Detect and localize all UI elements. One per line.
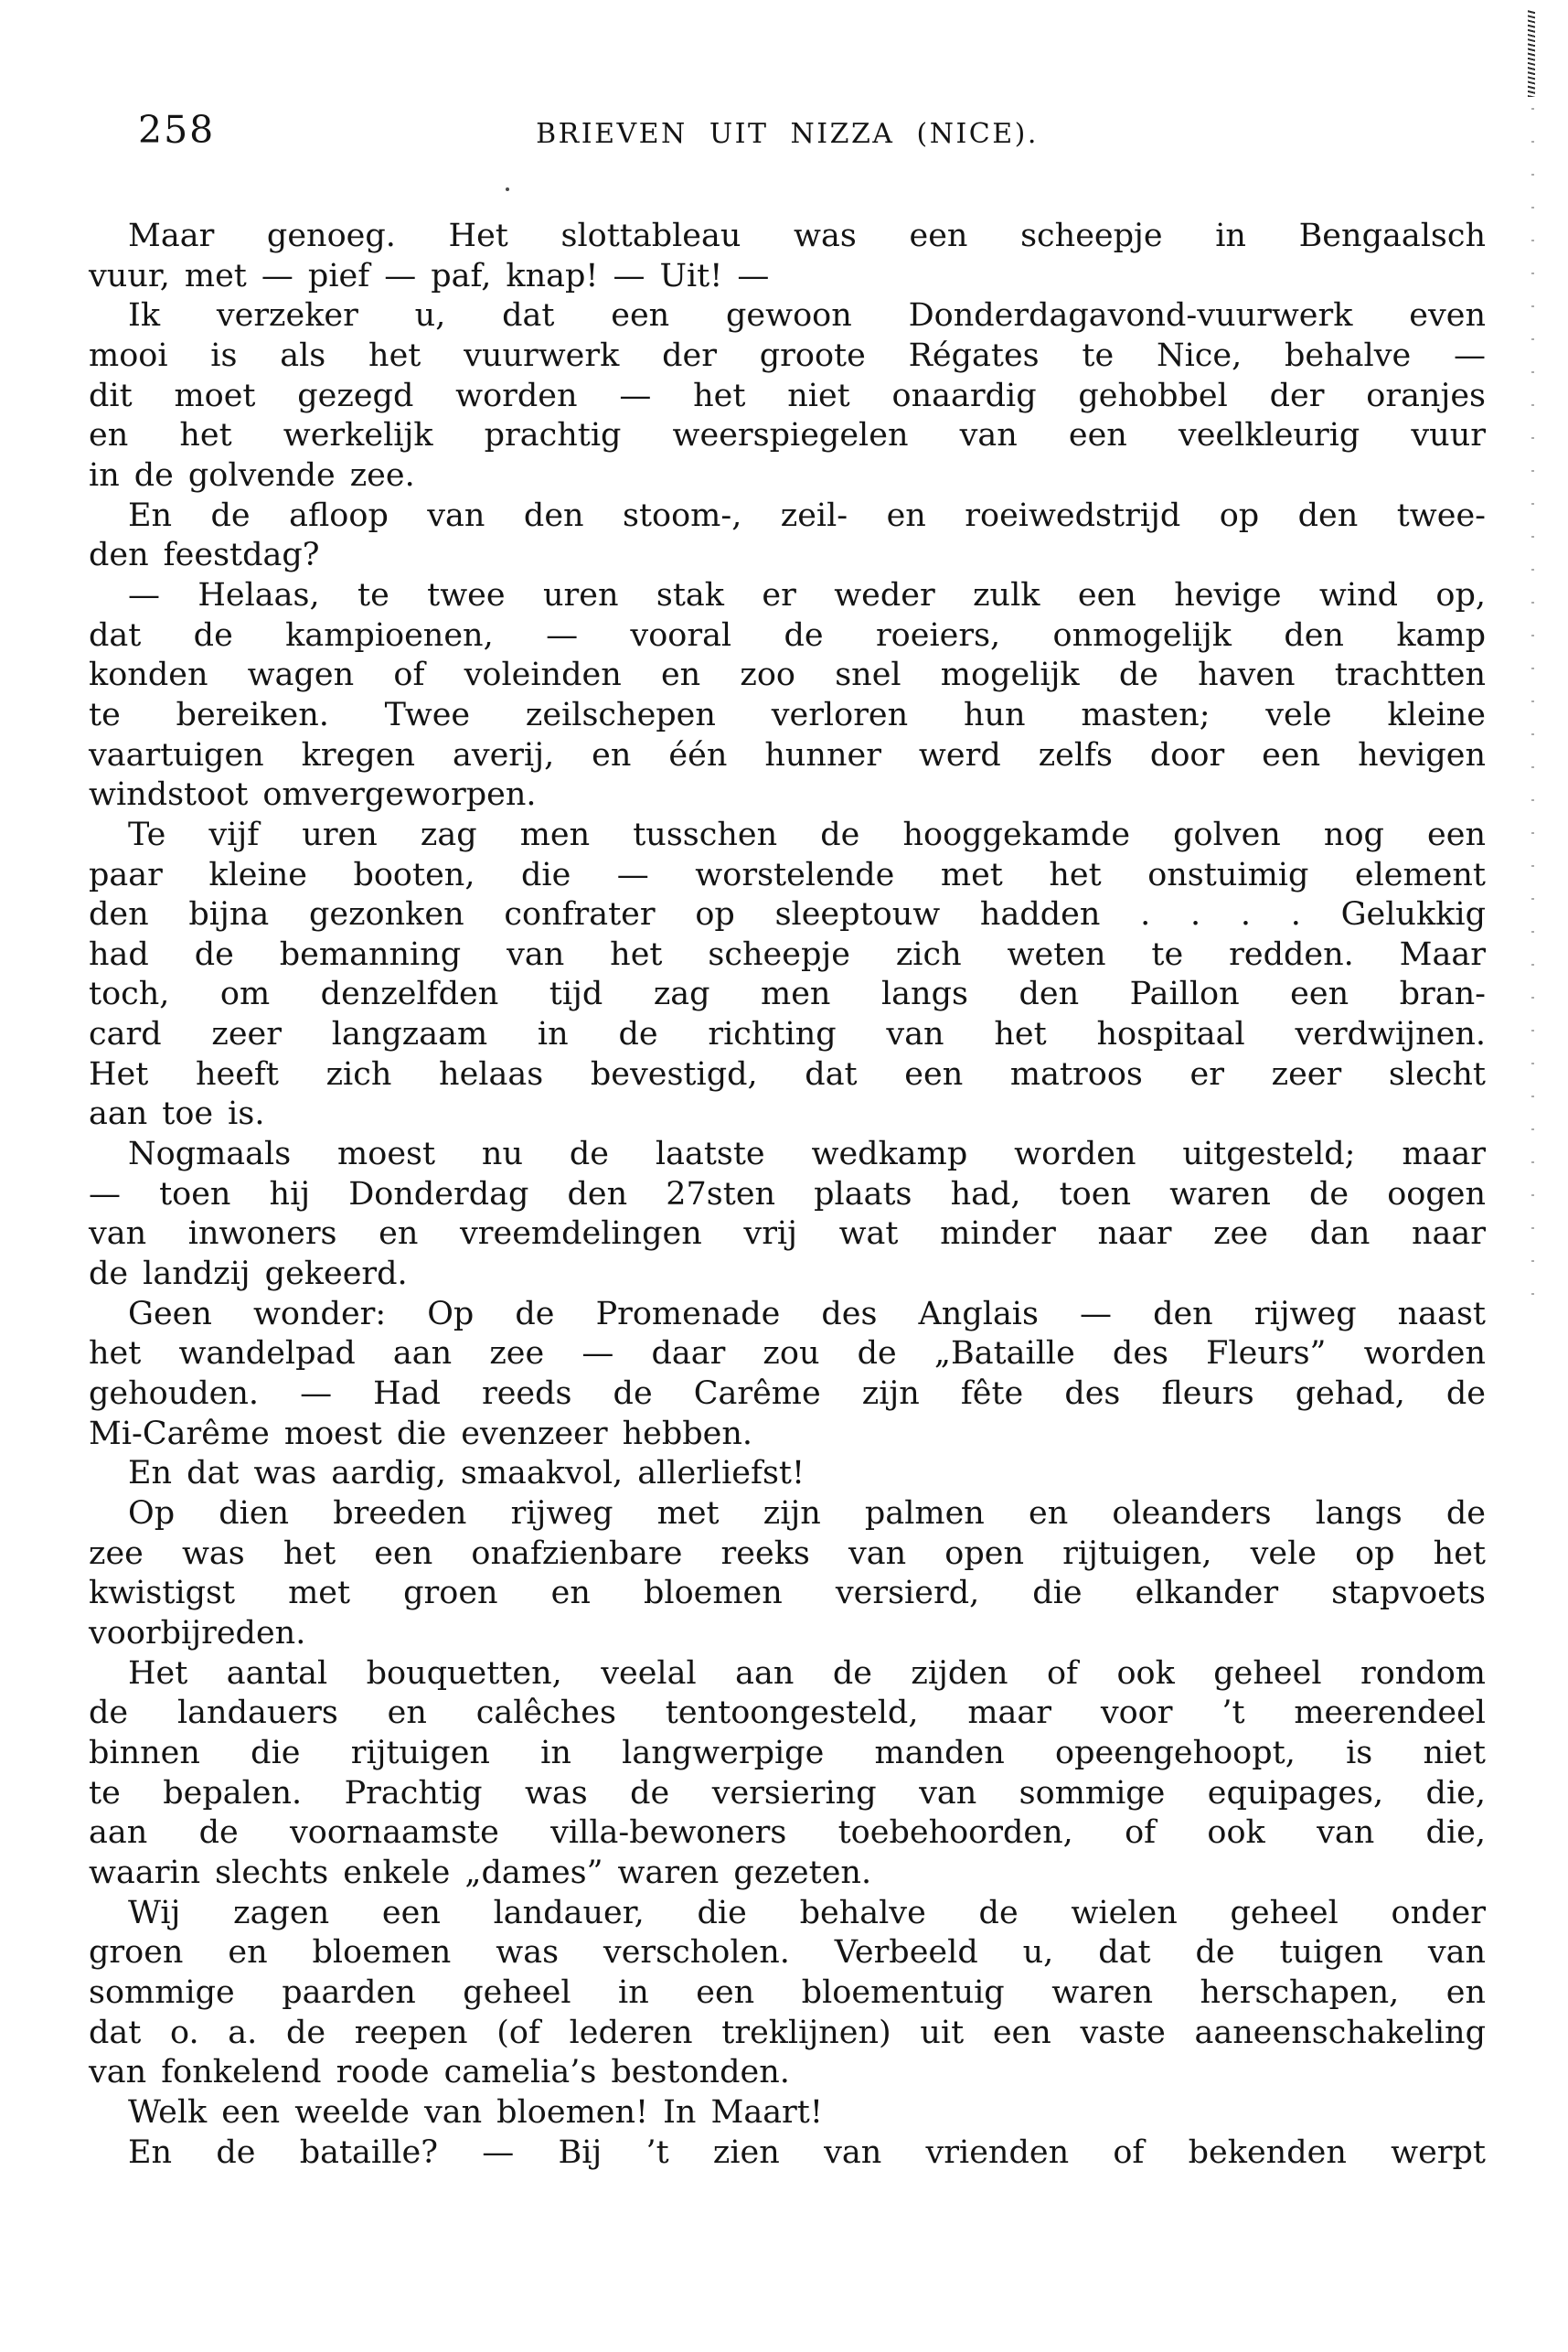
text-line: binnen die rijtuigen in langwerpige manden opeengehoopt, is niet xyxy=(89,1734,1486,1771)
text-line: Het aantal bouquetten, veelal aan de zijden of ook geheel rondom xyxy=(128,1654,1486,1692)
text-line: Geen wonder: Op de Promenade des Anglais — den rijweg naast xyxy=(128,1295,1486,1332)
text-line: Nogmaals moest nu de laatste wedkamp worden uitgesteld; maar xyxy=(128,1136,1486,1173)
text-line: gehouden. — Had reeds de Carême zijn fête des fleurs gehad, de xyxy=(89,1375,1486,1413)
text-line: paar kleine booten, die — worstelende met het onstuimig element xyxy=(89,856,1486,893)
text-line: — toen hij Donderdag den 27sten plaats had, toen waren de oogen xyxy=(89,1175,1486,1213)
text-line: kwistigst met groen en bloemen versierd, die elkander stapvoets xyxy=(89,1575,1486,1612)
text-line: en het werkelijk prachtig weerspiegelen van een veelkleurig vuur xyxy=(89,417,1486,454)
text-line: Maar genoeg. Het slottableau was een scheepje in Bengaalsch xyxy=(128,218,1486,254)
text-line: zee was het een onafzienbare reeks van open rijtuigen, vele op het xyxy=(89,1534,1486,1572)
text-line: Op dien breeden rijweg met zijn palmen en oleanders langs de xyxy=(128,1495,1486,1532)
text-line: dat o. a. de reepen (of lederen treklijnen) uit een vaste aaneenschakeling xyxy=(89,2014,1486,2051)
text-line: — Helaas, te twee uren stak er weder zulk een hevige wind op, xyxy=(128,576,1486,614)
text-line: Het heeft zich helaas bevestigd, dat een matroos er zeer slecht xyxy=(89,1055,1486,1093)
text-line: En dat was aardig, smaakvol, allerliefst! xyxy=(128,1455,805,1492)
text-line: En de afloop van den stoom-, zeil- en roeiwedstrijd op den twee- xyxy=(128,497,1486,534)
text-line: dit moet gezegd worden — het niet onaardig gehobbel der oranjes xyxy=(89,377,1486,414)
text-line: Te vijf uren zag men tusschen de hooggekamde golven nog een xyxy=(128,816,1486,853)
text-line: vaartuigen kregen averij, en één hunner werd zelfs door een hevigen xyxy=(89,736,1486,774)
text-line: van fonkelend roode camelia’s bestonden. xyxy=(89,2054,790,2091)
text-line: windstoot omvergeworpen. xyxy=(89,776,537,814)
text-line: Mi-Carême moest die evenzeer hebben. xyxy=(89,1415,753,1452)
text-line: de landzij gekeerd. xyxy=(89,1256,408,1293)
text-line: het wandelpad aan zee — daar zou de „Bataille des Fleurs” worden xyxy=(89,1335,1486,1373)
page-number: 258 xyxy=(138,108,216,152)
scan-noise-column xyxy=(1531,108,1534,1324)
text-line: in de golvende zee. xyxy=(89,456,415,494)
scan-noise-top xyxy=(1528,9,1535,97)
text-line: vuur, met — pief — paf, knap! — Uit! — xyxy=(89,257,770,294)
text-line: konden wagen of voleinden en zoo snel mogelijk de haven trachtten xyxy=(89,657,1486,694)
text-line: groen en bloemen was verscholen. Verbeeld u, dat de tuigen van xyxy=(89,1934,1486,1972)
text-line: aan de voornaamste villa-bewoners toebehoorden, of ook van die, xyxy=(89,1814,1486,1852)
text-line: de landauers en calêches tentoongesteld, maar voor ’t meerendeel xyxy=(89,1695,1486,1732)
text-line: waarin slechts enkele „dames” waren gezeten. xyxy=(89,1854,872,1891)
text-line: dat de kampioenen, — vooral de roeiers, onmogelijk den kamp xyxy=(89,616,1486,654)
text-block xyxy=(89,217,1486,2173)
scan-speck xyxy=(506,187,509,191)
text-line: te bereiken. Twee zeilschepen verloren hun masten; vele kleine xyxy=(89,696,1486,733)
text-line: sommige paarden geheel in een bloementuig waren herschapen, en xyxy=(89,1973,1486,2011)
running-title: BRIEVEN UIT NIZZA (NICE). xyxy=(536,118,1039,150)
text-line: voorbijreden. xyxy=(89,1614,306,1652)
text-line: Ik verzeker u, dat een gewoon Donderdagavond-vuurwerk even xyxy=(128,297,1486,335)
text-line: van inwoners en vreemdelingen vrij wat minder naar zee dan naar xyxy=(89,1215,1486,1253)
text-line: En de bataille? — Bij ’t zien van vrienden of bekenden werpt xyxy=(128,2133,1486,2171)
text-line: den feestdag? xyxy=(89,537,320,574)
text-line: den bijna gezonken confrater op sleeptouw hadden . . . . Gelukkig xyxy=(89,896,1486,934)
text-line: te bepalen. Prachtig was de versiering van sommige equipages, die, xyxy=(89,1774,1486,1812)
text-line: toch, om denzelfden tijd zag men langs den Paillon een bran- xyxy=(89,976,1486,1013)
text-line: Wij zagen een landauer, die behalve de wielen geheel onder xyxy=(128,1894,1486,1931)
text-line: mooi is als het vuurwerk der groote Régates te Nice, behalve — xyxy=(89,337,1486,374)
text-line: aan toe is. xyxy=(89,1096,265,1133)
text-line: card zeer langzaam in de richting van het hospitaal verdwijnen. xyxy=(89,1016,1486,1053)
text-line: had de bemanning van het scheepje zich weten te redden. Maar xyxy=(89,935,1486,973)
text-line: Welk een weelde van bloemen! In Maart! xyxy=(128,2093,823,2131)
